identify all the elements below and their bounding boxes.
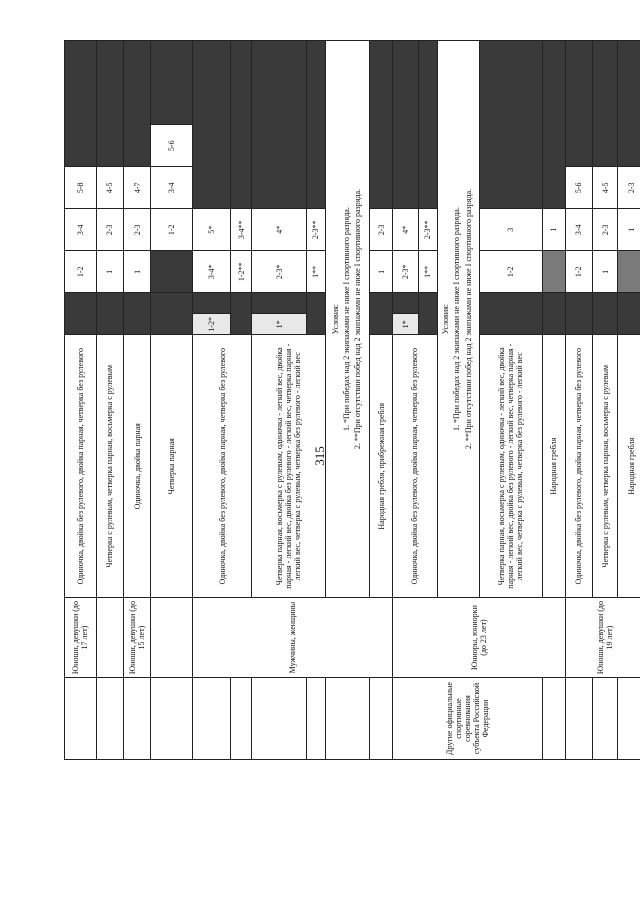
conditions-line: 2. **При отсутствии побед над 2 экипажами не ниже I спортивного разряда. bbox=[353, 188, 363, 450]
rank-cell bbox=[418, 293, 437, 335]
rank-cell: 5-8 bbox=[65, 167, 97, 209]
category-cell bbox=[65, 678, 97, 760]
rank-cell: 2-3 bbox=[618, 167, 640, 209]
rank-cell: 1 bbox=[370, 251, 393, 293]
category-cell bbox=[123, 678, 150, 760]
group-cell: Юноши, девушки (до 17 лет) bbox=[65, 598, 97, 678]
rank-cell: 4* bbox=[393, 209, 418, 251]
rotated-table-sheet bbox=[64, 40, 640, 760]
discipline-cell: Четверка парная, восьмерка с рулевым, одиночка - легкий вес, двойка парная - легкий вес, двойка без рулевого - легкий вес, четверка парная - легкий вес, четверка с рулевым, четверка без рулевого - легкий вес bbox=[252, 335, 326, 598]
category-cell bbox=[252, 678, 307, 760]
discipline-cell: Народная гребля bbox=[542, 335, 565, 598]
group-cell bbox=[151, 598, 193, 678]
rank-cell bbox=[370, 41, 393, 209]
discipline-cell: Одиночка, двойка парная bbox=[123, 335, 150, 598]
rank-cell bbox=[393, 293, 418, 314]
category-cell bbox=[565, 678, 592, 760]
rank-cell: 1* bbox=[252, 314, 307, 335]
category-cell bbox=[370, 678, 393, 760]
category-cell bbox=[193, 678, 231, 760]
rank-cell: 5-6 bbox=[565, 167, 592, 209]
table-row bbox=[123, 41, 150, 760]
sports-ranks-table bbox=[64, 40, 640, 760]
rank-cell: 2-3* bbox=[252, 251, 307, 293]
rank-cell: 3-4 bbox=[65, 209, 97, 251]
category-cell bbox=[542, 678, 565, 760]
rank-cell bbox=[151, 251, 193, 293]
discipline-cell: Четверка парная bbox=[151, 335, 193, 598]
group-cell: Юноши, девушки (до 19 лет) bbox=[565, 598, 640, 678]
group-cell: Юниоры, юниорки (до 23 лет) bbox=[393, 598, 566, 678]
rank-cell bbox=[96, 41, 123, 167]
rank-cell bbox=[193, 293, 231, 314]
rank-cell bbox=[618, 293, 640, 335]
rank-cell: 1-2* bbox=[193, 314, 231, 335]
rank-cell: 1 bbox=[123, 251, 150, 293]
rank-cell: 1-2 bbox=[65, 251, 97, 293]
rank-cell: 4-5 bbox=[593, 167, 618, 209]
category-cell bbox=[593, 678, 618, 760]
discipline-cell: Четверка с рулевым, четверка парная, восьмерка с рулевым bbox=[593, 335, 618, 598]
discipline-cell: Четверка с рулевым, четверка парная, восьмерка с рулевым bbox=[96, 335, 123, 598]
rank-cell bbox=[231, 41, 252, 209]
rank-cell: 1-2 bbox=[151, 209, 193, 251]
discipline-cell: Четверка парная, восьмерка с рулевым, одиночка - легкий вес, двойка парная - легкий вес, двойка без рулевого - легкий вес, четверка парная - легкий вес, четверка с рулевым, четверка без рулевого - легкий вес bbox=[479, 335, 542, 598]
rank-cell: 1 bbox=[96, 251, 123, 293]
category-cell bbox=[96, 678, 123, 760]
rank-cell bbox=[370, 293, 393, 335]
conditions-line: 1. *При победах над 2 экипажами не ниже I спортивного разряда. bbox=[341, 207, 351, 431]
rank-cell: 3-4** bbox=[231, 209, 252, 251]
conditions-title: Условия: bbox=[441, 303, 451, 335]
rank-cell: 3-4 bbox=[565, 209, 592, 251]
conditions-block bbox=[437, 41, 479, 598]
rank-cell: 5-6 bbox=[151, 125, 193, 167]
rank-cell bbox=[593, 41, 618, 167]
conditions-line: 2. **При отсутствии побед над 2 экипажами не ниже I спортивного разряда. bbox=[463, 188, 473, 450]
table-row bbox=[96, 41, 123, 760]
category-cell bbox=[307, 678, 326, 760]
rank-cell bbox=[479, 41, 542, 209]
rank-cell bbox=[418, 41, 437, 209]
rank-cell: 2-3** bbox=[307, 209, 326, 251]
rank-cell bbox=[479, 293, 542, 335]
rank-cell: 4-7 bbox=[123, 167, 150, 209]
rank-cell bbox=[151, 293, 193, 335]
rank-cell: 1 bbox=[542, 209, 565, 251]
conditions-title: Условия: bbox=[330, 303, 340, 335]
rank-cell bbox=[542, 251, 565, 293]
rank-cell bbox=[96, 293, 123, 335]
rank-cell bbox=[123, 293, 150, 335]
rank-cell: 4* bbox=[252, 209, 307, 251]
rank-cell: 1** bbox=[307, 251, 326, 293]
rank-cell: 1 bbox=[593, 251, 618, 293]
discipline-cell: Одиночка, двойка без рулевого, двойка парная, четверка без рулевого bbox=[565, 335, 592, 598]
rank-cell: 3-4* bbox=[193, 251, 231, 293]
category-cell bbox=[151, 678, 193, 760]
table-row bbox=[565, 41, 592, 760]
rank-cell bbox=[65, 293, 97, 335]
rank-cell bbox=[593, 293, 618, 335]
rank-cell bbox=[123, 41, 150, 167]
conditions-line: 1. *При победах над 2 экипажами не ниже I спортивного разряда. bbox=[452, 207, 462, 431]
rank-cell bbox=[307, 41, 326, 209]
page-number: 315 bbox=[312, 446, 327, 466]
rank-cell: 1 bbox=[618, 209, 640, 251]
category-cell bbox=[325, 678, 369, 760]
group-cell: Мужчины, женщины bbox=[193, 598, 393, 678]
rank-cell: 1** bbox=[418, 251, 437, 293]
rank-cell: 3-4 bbox=[151, 167, 193, 209]
group-cell bbox=[96, 598, 123, 678]
rank-cell: 1-2 bbox=[565, 251, 592, 293]
rank-cell bbox=[307, 293, 326, 335]
rank-cell: 2-3* bbox=[393, 251, 418, 293]
rank-cell bbox=[193, 41, 231, 209]
rank-cell bbox=[542, 41, 565, 209]
rank-cell bbox=[65, 41, 97, 167]
rank-cell bbox=[252, 293, 307, 314]
category-cell: Другие официальные спортивные соревнования субъекта Российской Федерации bbox=[393, 678, 542, 760]
category-cell bbox=[618, 678, 640, 760]
rank-cell: 4-5 bbox=[96, 167, 123, 209]
table-row bbox=[393, 41, 418, 760]
rank-cell: 2-3 bbox=[123, 209, 150, 251]
discipline-cell: Одиночка, двойка без рулевого, двойка парная, четверка без рулевого bbox=[65, 335, 97, 598]
rank-cell bbox=[542, 293, 565, 335]
discipline-cell: Одиночка, двойка без рулевого, двойка парная, четверка без рулевого bbox=[393, 335, 437, 598]
rank-cell bbox=[618, 41, 640, 167]
rank-cell: 2-3 bbox=[96, 209, 123, 251]
rank-cell bbox=[393, 41, 418, 209]
rank-cell bbox=[151, 41, 193, 125]
rank-cell bbox=[618, 251, 640, 293]
rank-cell bbox=[565, 41, 592, 167]
discipline-cell: Народная гребля bbox=[618, 335, 640, 598]
rank-cell: 2-3** bbox=[418, 209, 437, 251]
rank-cell bbox=[252, 41, 307, 209]
rank-cell: 5* bbox=[193, 209, 231, 251]
group-cell: Юноши, девушки (до 15 лет) bbox=[123, 598, 150, 678]
discipline-cell: Народная гребля, прибрежная гребля bbox=[370, 335, 393, 598]
discipline-cell: Одиночка, двойка без рулевого, двойка парная, четверка без рулевого bbox=[193, 335, 252, 598]
rank-cell: 3 bbox=[479, 209, 542, 251]
rank-cell: 1* bbox=[393, 314, 418, 335]
table-row bbox=[65, 41, 97, 760]
rank-cell: 1-2 bbox=[479, 251, 542, 293]
rank-cell: 2-3 bbox=[593, 209, 618, 251]
rank-cell bbox=[565, 293, 592, 335]
table-row bbox=[193, 41, 231, 760]
rank-cell: 1-2** bbox=[231, 251, 252, 293]
category-cell bbox=[231, 678, 252, 760]
table-row bbox=[151, 41, 193, 760]
rank-cell bbox=[231, 293, 252, 335]
rank-cell: 2-3 bbox=[370, 209, 393, 251]
conditions-block bbox=[325, 41, 369, 598]
